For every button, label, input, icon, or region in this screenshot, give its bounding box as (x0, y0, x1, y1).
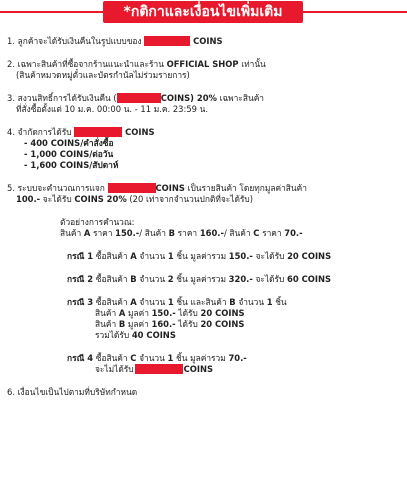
inline-text: 20 COINS (200, 319, 245, 329)
redacted-brand (144, 36, 190, 46)
redacted-brand (135, 364, 183, 374)
inline-text: A (130, 251, 137, 261)
inline-text: มูลค่า (125, 308, 152, 318)
inline-text: ชิ้น (272, 297, 287, 307)
redacted-brand (117, 93, 161, 103)
inline-text: จำนวน (136, 353, 168, 363)
page-title: *กติกาและเงื่อนไขเพิ่มเติม (103, 1, 303, 23)
term-2-shop: OFFICIAL SHOP (166, 59, 239, 69)
inline-text: ได้รับ (175, 308, 201, 318)
term-3 (7, 93, 402, 104)
inline-text: จำนวน (235, 297, 267, 307)
inline-text: จำนวน (136, 297, 168, 307)
term-3-text: 3. สงวนสิทธิ์การได้รับเงินคืน ( (7, 93, 117, 103)
inline-text: จะได้รับ (252, 251, 288, 261)
rate-threshold: 100.- (16, 194, 41, 204)
example-intro: ตัวอย่างการคำนวณ: (60, 217, 135, 227)
inline-text: B (130, 274, 137, 284)
term-6: 6. เงื่อนไขเป็นไปตามที่บริษัทกำหนด (7, 387, 138, 397)
example-case-2 (7, 274, 402, 285)
inline-text: A (118, 308, 126, 318)
inline-text: B (118, 319, 126, 329)
inline-text: ซื้อสินค้า (93, 274, 131, 284)
inline-text: ชิ้น และสินค้า (173, 297, 230, 307)
inline-text: 1 (167, 353, 174, 363)
inline-text: จำนวน (136, 251, 168, 261)
term-5-suffix: เป็นรายสินค้า โดยทุกมูลค่าสินค้า (184, 183, 307, 193)
inline-text: 160.- (199, 228, 224, 238)
term-2-suffix: เท่านั้น (238, 59, 266, 69)
inline-text: กรณี 3 (67, 297, 94, 307)
inline-text: C (130, 353, 137, 363)
inline-text: สินค้า (60, 228, 84, 238)
inline-text: 70.- (284, 228, 303, 238)
inline-text: กรณี 1 (67, 251, 94, 261)
inline-text: 150.- (228, 251, 253, 261)
inline-text: B (229, 297, 236, 307)
case-3-total (7, 330, 402, 341)
inline-text: ชิ้น มูลค่ารวม (173, 353, 229, 363)
term-1-text: 1. ลูกค้าจะได้รับเงินคืนในรูปแบบของ (7, 36, 145, 46)
limit-per-order: - 400 COINS/คำสั่งซื้อ (24, 138, 114, 148)
inline-text: 40 COINS (131, 330, 176, 340)
case-3-item-b (7, 319, 402, 330)
term-4 (7, 127, 402, 138)
example-prices (7, 228, 402, 239)
term-5-text: 5. ระบบจะคำนวณการแจก (7, 183, 108, 193)
inline-text: ได้รับ (175, 319, 201, 329)
inline-text: 1 (167, 297, 174, 307)
inline-text: ราคา (174, 228, 200, 238)
example-case-3 (7, 297, 402, 308)
inline-text: ชิ้น มูลค่ารวม (173, 274, 229, 284)
redacted-brand (108, 183, 156, 193)
term-1 (7, 36, 402, 47)
term-2 (7, 59, 402, 70)
inline-text: ซื้อสินค้า (93, 353, 131, 363)
example-case-1 (7, 251, 402, 262)
case-3-item-a (7, 308, 402, 319)
term-2-note: (สินค้าหมวดหมู่ตั๋วและบัตรกำนัลไม่ร่วมรายการ) (16, 70, 190, 80)
terms-list (7, 36, 402, 398)
inline-text: 20 COINS (200, 308, 245, 318)
term-2-text: 2. เฉพาะสินค้าที่ซื้อจากร้านแนะนำและร้าน (7, 59, 167, 69)
term-5-coins: COINS (155, 183, 185, 193)
inline-text: 150.- (115, 228, 140, 238)
limit-per-day: - 1,000 COINS/ต่อวัน (24, 149, 114, 159)
inline-text: B (168, 228, 175, 238)
term-5-rate (7, 194, 402, 205)
inline-text: ซื้อสินค้า (93, 251, 131, 261)
term-1-coins: COINS (190, 36, 223, 46)
term-3-suffix: เฉพาะสินค้า (216, 93, 265, 103)
inline-text: 150.- (151, 308, 176, 318)
inline-text: ซื้อสินค้า (93, 297, 131, 307)
inline-text: สินค้า (95, 319, 119, 329)
inline-text: 70.- (228, 353, 247, 363)
inline-text: A (83, 228, 91, 238)
inline-text: 60 COINS (287, 274, 332, 284)
inline-text: จะได้รับ (252, 274, 288, 284)
example-case-4 (7, 353, 402, 364)
inline-text: / สินค้า (223, 228, 254, 238)
inline-text: กรณี 2 (67, 274, 94, 284)
rate-value: COINS 20% (74, 194, 127, 204)
inline-text: 160.- (151, 319, 176, 329)
inline-text: ราคา (90, 228, 116, 238)
inline-text: กรณี 4 (67, 353, 94, 363)
inline-text: รวมได้รับ (95, 330, 132, 340)
inline-text: COINS (183, 364, 214, 374)
inline-text: 20 COINS (287, 251, 332, 261)
inline-text: 1 (266, 297, 273, 307)
rate-text: จะได้รับ (40, 194, 75, 204)
inline-text: มูลค่า (125, 319, 152, 329)
case-4-result (7, 364, 402, 375)
inline-text: 1 (167, 251, 174, 261)
limit-per-week: - 1,600 COINS/สัปดาห์ (24, 160, 119, 170)
inline-text: จำนวน (136, 274, 168, 284)
header-banner (0, 0, 407, 24)
term-3-period: ที่สั่งซื้อตั้งแต่ 10 ม.ค. 00:00 น. - 11 ม.ค. 23:59 น. (16, 104, 209, 114)
inline-text: A (130, 297, 137, 307)
inline-text: C (253, 228, 260, 238)
inline-text: / สินค้า (139, 228, 169, 238)
inline-text: 320.- (228, 274, 253, 284)
inline-text: จะไม่ได้รับ (95, 364, 134, 374)
inline-text: ราคา (259, 228, 285, 238)
term-4-text: 4. จำกัดการได้รับ (7, 127, 75, 137)
rate-note: (20 เท่าจากจำนวนปกติที่จะได้รับ) (126, 194, 253, 204)
inline-text: ชิ้น มูลค่ารวม (173, 251, 229, 261)
redacted-brand (74, 127, 122, 137)
term-5 (7, 183, 402, 194)
inline-text: 2 (167, 274, 174, 284)
term-4-coins: COINS (122, 127, 155, 137)
term-3-rate: COINS) 20% (160, 93, 217, 103)
inline-text: สินค้า (95, 308, 119, 318)
